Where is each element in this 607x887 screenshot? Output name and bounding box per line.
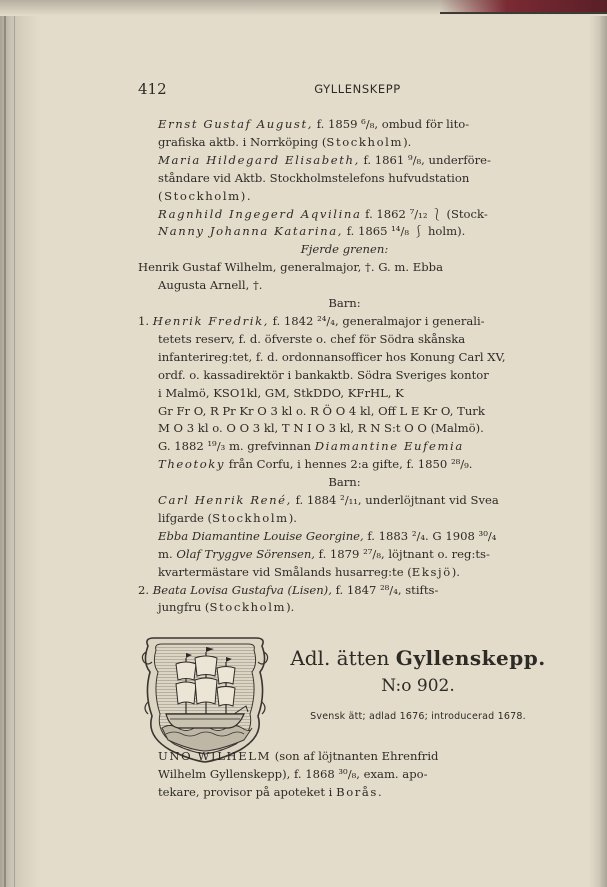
entry-henrik-fredrik: 1. Henrik Fredrik, f. 1842 ²⁴/₄, generalmajor i generali- bbox=[138, 313, 485, 328]
entry-ebba: Ebba Diamantine Louise Georgine, f. 1883 ²/₄. G 1908 ³⁰/₄ bbox=[158, 528, 497, 543]
entry-nanny: Nanny Johanna Katarina, f. 1865 ¹⁴/₈ ⎰ holm). bbox=[158, 224, 466, 239]
entry-ragnhild: Ragnhild Ingegerd Aqvilina f. 1862 ⁷/₁₂ ⎱ (Stock- bbox=[158, 206, 488, 221]
running-header bbox=[138, 80, 577, 102]
entry-carl: Carl Henrik René, f. 1884 ²/₁₁, underlöjtnant vid Svea bbox=[158, 493, 499, 508]
branch-heading: Fjerde grenen: bbox=[300, 242, 389, 257]
running-title: GYLLENSKEPP bbox=[314, 82, 401, 96]
page-number: 412 bbox=[138, 80, 167, 98]
entry-ernst: Ernst Gustaf August, f. 1859 ⁶/₈, ombud för lito- bbox=[158, 117, 470, 131]
entry-uno: UNO WILHELM (son af löjtnanten Ehrenfrid Wilhelm Gyllenskepp), f. 1868 ³⁰/₈, exam. apo- tekare, provisor på apoteket i Borås. bbox=[158, 749, 439, 799]
family-section-heading bbox=[278, 645, 558, 722]
children-heading: Barn: bbox=[328, 296, 361, 311]
family-name: Gyllenskepp. bbox=[395, 646, 546, 670]
coat-of-arms-ship-icon bbox=[140, 632, 270, 764]
entry-henrik-wilhelm: Henrik Gustaf Wilhelm, generalmajor, †. G. m. Ebba bbox=[138, 260, 444, 275]
entry-beata: 2. Beata Lovisa Gustafva (Lisen), f. 1847 ²⁸/₄, stifts- bbox=[138, 582, 439, 597]
family-note: Svensk ätt; adlad 1676; introducerad 1678. bbox=[310, 711, 526, 722]
genealogy-text: Ernst Gustaf August, f. 1859 ⁶/₈, ombud för lito- grafiska aktb. i Norrköping (Stockholm). Maria Hildegard Elisabeth, f. 1861 ⁹/₈, underföre- ståndare vid Aktb. Stockholmstelefons hufvudstation (Stockholm). Ragnhild Ingegerd Aqvilina f. 1862 ⁷/₁₂ ⎱ (Stock- Nanny Johanna Katarina, f. 1865 ¹⁴/₈ ⎰ holm). Fjerde grenen: Henrik Gustaf Wilhelm, generalmajor, †. G. m. Ebba Augusta Arnell, †. Barn: 1. Henrik Fredrik, f. 1842 ²⁴/₄, generalmajor i generali- tetets reserv, f. d. öfverste o. chef för Södra skånska infanterireg:tet, f. d. ordonnansofficer hos Konung Carl XV, ordf. o. kassadirektör i bankaktb. Södra Sveriges kontor i Malmö, KSO1kl, GM, StkDDO, KFrHL, K Gr Fr O, R Pr Kr O 3 kl o. R Ö O 4 kl, Off L E Kr O, Turk M O 3 kl o. O O 3 kl, T N I O 3 kl, R N S:t O O (Malmö). G. 1882 ¹⁹/₃ m. grefvinnan Diamantine Eufemia Theotoky från Corfu, i hennes 2:a gifte, f. 1850 ²⁸/₉. Barn: Carl Henrik René, f. 1884 ²/₁₁, underlöjtnant vid Svea lifgarde (Stockholm). Ebba Diamantine Louise Georgine, f. 1883 ²/₄. G 1908 ³⁰/₄ m. Olaf Tryggve Sörensen, f. 1879 ²⁷/₈, löjtnant o. reg:ts- kvartermästare vid Smålands husarreg:te (Eksjö). 2. Beata Lovisa Gustafva (Lisen), f. 1847 ²⁸/₄, stifts- jungfru (Stockholm). bbox=[138, 116, 551, 617]
section-title: Adl. ätten bbox=[290, 646, 396, 670]
entry-maria: Maria Hildegard Elisabeth, f. 1861 ⁹/₈, underföre- bbox=[158, 152, 491, 167]
grandchildren-heading: Barn: bbox=[328, 475, 361, 490]
family-number: N:o 902. bbox=[381, 676, 455, 696]
